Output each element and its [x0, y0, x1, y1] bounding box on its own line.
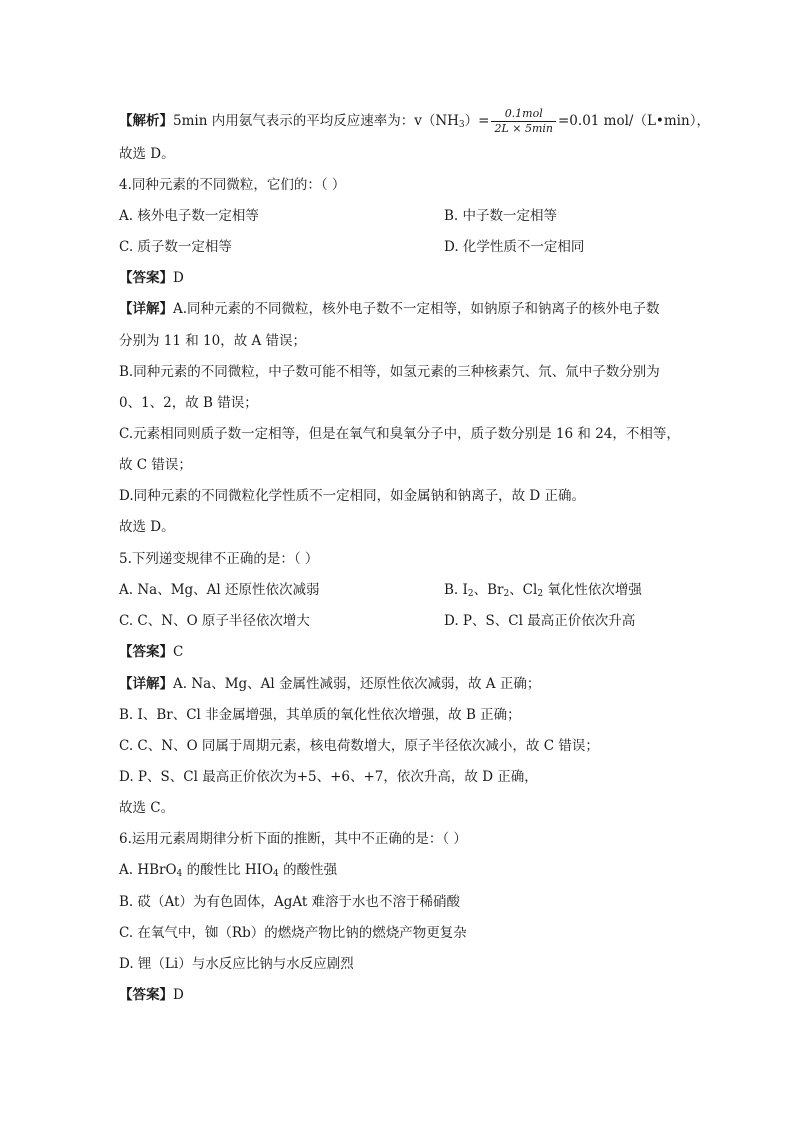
q4-conclusion: 故选 D。 [119, 519, 175, 535]
q4-detail-1b: 分别为 11 和 10，故 A 错误； [119, 333, 307, 349]
rate-fraction [491, 107, 556, 136]
answer-label: 【答案】 [119, 270, 173, 286]
q4-detail-2b: 0、1、2，故 B 错误； [119, 395, 258, 411]
q4-option-d: D. 化学性质不一定相同 [444, 239, 585, 255]
subscript: 4 [273, 869, 279, 879]
q5-option-c: C. C、N、O 原子半径依次增大 [119, 613, 310, 629]
subscript: 2 [537, 589, 544, 599]
subscript: 3 [458, 120, 465, 130]
q4-detail-1a [119, 300, 660, 318]
q6-option-b: B. 砹（At）为有色固体，AgAt 难溶于水也不溶于稀硝酸 [119, 894, 461, 910]
analysis-text: ）= [464, 113, 490, 129]
answer-label: 【答案】 [119, 987, 173, 1003]
fraction-denominator: 2L × 5min [494, 122, 553, 135]
q6-option-a [119, 861, 337, 883]
q6-option-d: D. 锂（Li）与水反应比钠与水反应剧烈 [119, 956, 354, 972]
answer-value: C [173, 644, 184, 660]
detail-label: 【详解】 [119, 301, 173, 317]
answer-label: 【答案】 [119, 644, 173, 660]
detail-text: A. Na、Mg、Al 金属性减弱，还原性依次减弱，故 A 正确； [173, 676, 541, 692]
q4-detail-2a: B.同种元素的不同微粒，中子数可能不相等，如氢元素的三种核素氕、氘、氚中子数分别为 [119, 364, 660, 380]
q3-analysis [119, 107, 710, 136]
option-text: A. HBrO [119, 862, 177, 878]
q5-answer [119, 643, 183, 661]
analysis-label: 【解析】 [119, 113, 173, 129]
detail-label: 【详解】 [119, 676, 173, 692]
q4-question: 4.同种元素的不同微粒，它们的：（ ） [119, 177, 346, 193]
detail-text: A.同种元素的不同微粒，核外电子数不一定相等，如钠原子和钠离子的核外电子数 [173, 301, 660, 317]
answer-value: D [173, 987, 184, 1003]
q3-conclusion: 故选 D。 [119, 146, 175, 162]
q5-option-d: D. P、S、Cl 最高正价依次升高 [444, 613, 636, 629]
q5-option-a: A. Na、Mg、Al 还原性依次减弱 [119, 582, 320, 598]
q5-detail-3: C. C、N、O 同属于周期元素，核电荷数增大，原子半径依次减小，故 C 错误； [119, 738, 599, 754]
subscript: 4 [176, 869, 183, 879]
analysis-text: 5min 内用氨气表示的平均反应速率为：v（NH [173, 113, 459, 129]
option-text: B. I [444, 582, 468, 598]
q5-detail-1 [119, 675, 540, 693]
option-text: 的酸性比 HIO [182, 862, 274, 878]
answer-value: D [173, 270, 184, 286]
subscript: 2 [503, 589, 510, 599]
option-text: 氧化性依次增强 [543, 582, 642, 598]
q4-option-a: A. 核外电子数一定相等 [119, 208, 259, 224]
q6-answer [119, 986, 184, 1004]
q6-option-c: C. 在氧气中，铷（Rb）的燃烧产物比钠的燃烧产物更复杂 [119, 925, 467, 941]
q5-detail-4: D. P、S、Cl 最高正价依次为+5、+6、+7，依次升高，故 D 正确， [119, 769, 538, 785]
q4-detail-3b: 故 C 错误； [119, 457, 192, 473]
q5-option-b [444, 581, 642, 603]
q5-conclusion: 故选 C。 [119, 800, 175, 816]
q4-option-c: C. 质子数一定相等 [119, 239, 232, 255]
q5-detail-2: B. I、Br、Cl 非金属增强，其单质的氧化性依次增强，故 B 正确； [119, 707, 521, 723]
q5-question: 5.下列递变规律不正确的是：（ ） [119, 551, 319, 567]
option-text: 、Cl [509, 582, 538, 598]
q4-detail-4: D.同种元素的不同微粒化学性质不一定相同，如金属钠和钠离子，故 D 正确。 [119, 488, 586, 504]
option-text: 的酸性强 [278, 862, 338, 878]
fraction-numerator: 0.1mol [491, 107, 556, 122]
q4-option-b: B. 中子数一定相等 [444, 208, 558, 224]
q4-answer [119, 269, 184, 287]
q6-question: 6.运用元素周期律分析下面的推断，其中不正确的是：（ ） [119, 831, 467, 847]
subscript: 2 [467, 589, 474, 599]
option-text: 、Br [473, 582, 504, 598]
q4-detail-3a: C.元素相同则质子数一定相等，但是在氧气和臭氧分子中，质子数分别是 16 和 24，不相等， [119, 426, 680, 442]
analysis-text: =0.01 mol/（L•min）， [558, 113, 710, 129]
